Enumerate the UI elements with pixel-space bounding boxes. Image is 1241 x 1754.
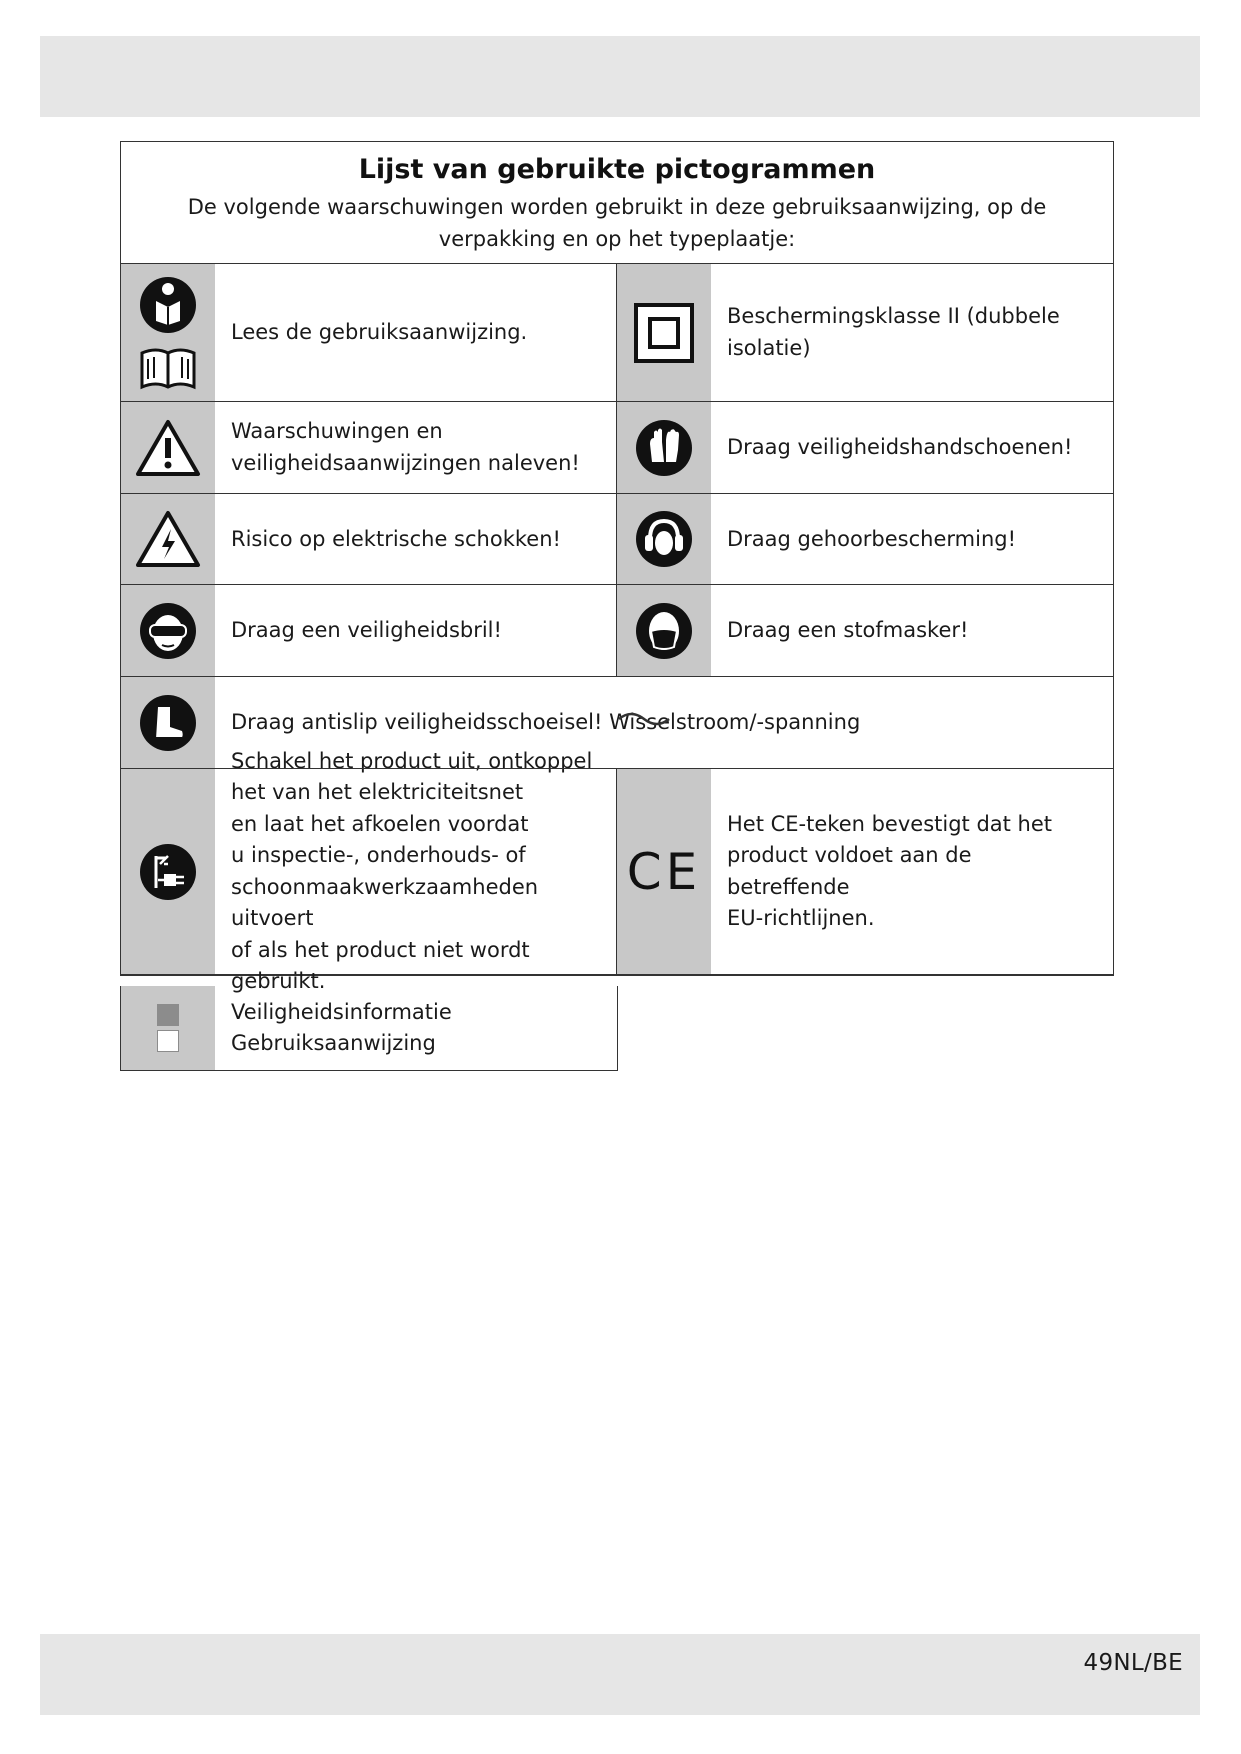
gloves-icon bbox=[634, 418, 694, 478]
table-cell bbox=[617, 494, 1113, 584]
table-cell bbox=[121, 402, 617, 493]
double-insulation-icon bbox=[633, 302, 695, 364]
cell-text-line: u inspectie-, onderhouds- of bbox=[231, 843, 526, 868]
cell-text: Draag veiligheidshandschoenen! bbox=[727, 435, 1073, 460]
cell-text: Draag een stofmasker! bbox=[727, 618, 969, 643]
table-cell bbox=[121, 494, 617, 584]
table-cell bbox=[121, 264, 617, 401]
read-manual-icon bbox=[136, 275, 200, 391]
table-cell bbox=[121, 748, 617, 994]
unplug-icon bbox=[138, 842, 198, 902]
electric-shock-icon bbox=[134, 509, 202, 569]
table-cell bbox=[121, 585, 617, 676]
table-cell bbox=[617, 402, 1113, 493]
cell-text-line: Gebruiksaanwijzing bbox=[231, 1031, 436, 1055]
page-number: 49NL/BE bbox=[1083, 1650, 1183, 1676]
table-row bbox=[121, 264, 1113, 402]
cell-text-line: Schakel het product uit, ontkoppel bbox=[231, 748, 593, 773]
warning-icon bbox=[134, 418, 202, 478]
cell-text-line: schoonmaakwerkzaamheden uitvoert bbox=[231, 874, 539, 931]
cell-text: Draag antislip veiligheidsschoeisel! Wisselstroom/-spanning bbox=[231, 710, 861, 735]
cell-text-line: en laat het afkoelen voordat bbox=[231, 811, 529, 836]
table-header bbox=[121, 142, 1113, 264]
cell-text-line: veiligheidsaanwijzingen naleven! bbox=[231, 450, 580, 475]
cell-text-line: of als het product niet wordt gebruikt. bbox=[231, 937, 530, 994]
page-title: Lijst van gebruikte pictogrammen bbox=[358, 154, 876, 185]
top-band bbox=[40, 36, 1200, 117]
legend-row bbox=[120, 986, 618, 1071]
ce-mark-icon: CE bbox=[626, 842, 702, 901]
pictogram-table bbox=[120, 141, 1114, 994]
table-cell bbox=[617, 585, 1113, 676]
cell-text-line: het van het elektriciteitsnet bbox=[231, 780, 524, 805]
hearing-protection-icon bbox=[634, 509, 694, 569]
cell-text-line: Waarschuwingen en bbox=[231, 419, 443, 444]
table-cell bbox=[617, 769, 1113, 974]
alternating-current-icon bbox=[617, 709, 671, 729]
safety-shoes-icon bbox=[138, 693, 198, 753]
manual-square bbox=[157, 1030, 179, 1052]
safety-goggles-icon bbox=[138, 601, 198, 661]
bottom-band bbox=[40, 1634, 1200, 1715]
table-cell bbox=[121, 986, 617, 1070]
table-row bbox=[121, 494, 1113, 585]
cell-text-line: isolatie) bbox=[727, 335, 811, 360]
cell-text-line: product voldoet aan de betreffende bbox=[727, 843, 972, 899]
table-row bbox=[121, 402, 1113, 494]
cell-text-line: EU-richtlijnen. bbox=[727, 906, 875, 931]
legend-squares-icon bbox=[157, 1004, 179, 1052]
cell-text: Draag een veiligheidsbril! bbox=[231, 618, 502, 643]
cell-text-line: Het CE-teken bevestigt dat het bbox=[727, 811, 1053, 836]
table-cell bbox=[617, 264, 1113, 401]
dust-mask-icon bbox=[634, 601, 694, 661]
table-row bbox=[121, 748, 1113, 994]
safety-info-square bbox=[157, 1004, 179, 1026]
table-row bbox=[121, 677, 1113, 769]
intro-text: De volgende waarschuwingen worden gebruikt in deze gebruiksaanwijzing, op de verpakking en op het typeplaatje: bbox=[187, 195, 1047, 251]
table-row bbox=[121, 585, 1113, 677]
cell-text: Risico op elektrische schokken! bbox=[231, 526, 561, 551]
cell-text-line: Beschermingsklasse II (dubbele bbox=[727, 304, 1060, 329]
cell-text: Draag gehoorbescherming! bbox=[727, 526, 1017, 551]
cell-text: Lees de gebruiksaanwijzing. bbox=[231, 320, 528, 345]
cell-text-line: Veiligheidsinformatie bbox=[231, 999, 452, 1024]
